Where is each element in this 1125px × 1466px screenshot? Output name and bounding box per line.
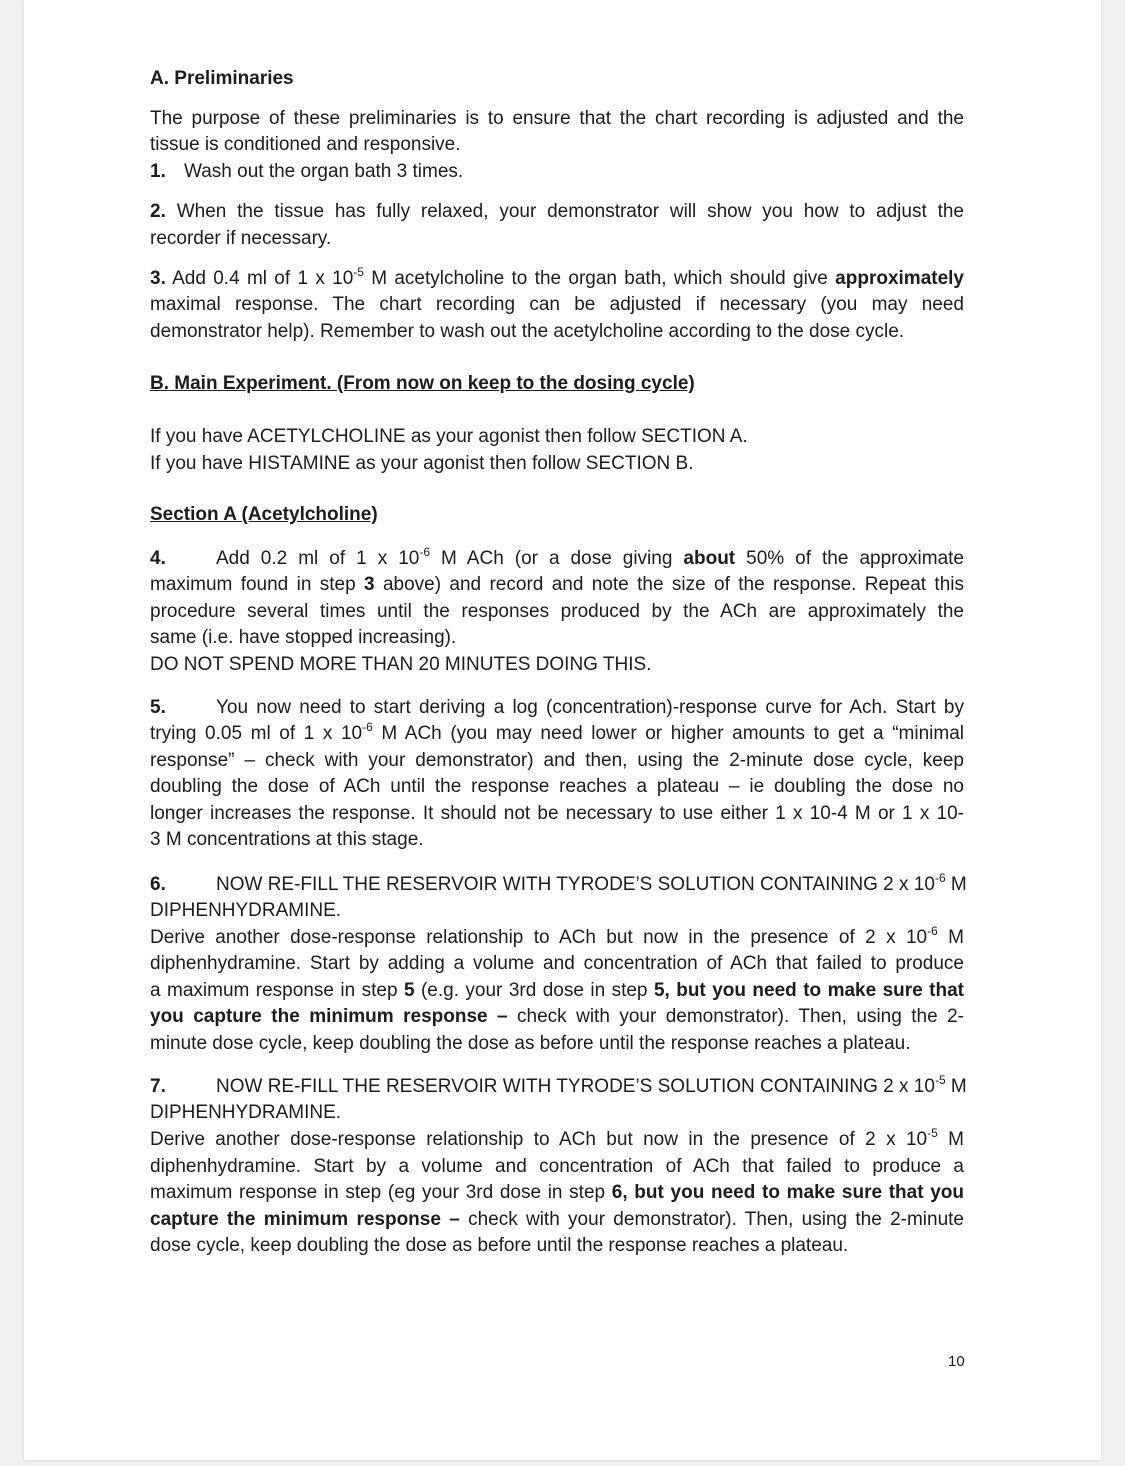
step-4-line-5: DO NOT SPEND MORE THAN 20 MINUTES DOING THIS. <box>150 654 652 675</box>
intro-line-2: tissue is conditioned and responsive. <box>150 134 461 155</box>
step-6-line-4: diphenhydramine. Start by adding a volume and concentration of ACh that failed to produce <box>150 953 964 974</box>
step-3-line-1: 3. Add 0.4 ml of 1 x $10^{-5}$ M acetylcholine to the organ bath, which should give approximately <box>150 265 964 289</box>
agonist-line-1: If you have ACETYLCHOLINE as your agonist then follow SECTION A. <box>150 426 748 447</box>
step-7-line-6: capture the minimum response – check with your demonstrator). Then, using the 2-minute <box>150 1209 964 1230</box>
step-5-line-1: 5. You now need to start deriving a log (concentration)-response curve for Ach. Start by <box>150 697 964 718</box>
step-4-line-4: same (i.e. have stopped increasing). <box>150 627 457 648</box>
step-6-line-2: DIPHENHYDRAMINE. <box>150 900 342 921</box>
page-number: 10 <box>948 1353 965 1370</box>
step-1: 1. Wash out the organ bath 3 times. <box>150 161 464 182</box>
step-5-line-3: response” – check with your demonstrator) and then, using the 2-minute dose cycle, keep <box>150 750 964 771</box>
step-4-line-2: maximum found in step 3 above) and record and note the size of the response. Repeat this <box>150 574 964 595</box>
step-6-line-3: Derive another dose-response relationship to ACh but now in the presence of 2 x $10^{-6}$ M <box>150 924 964 948</box>
step-6-line-7: minute dose cycle, keep doubling the dose as before until the response reaches a plateau. <box>150 1033 911 1054</box>
step-5-line-5: longer increases the response. It should not be necessary to use either 1 x 10-4 M or 1 x 10- <box>150 803 964 824</box>
step-4-line-1: 4. Add 0.2 ml of 1 x $10^{-6}$ M ACh (or a dose giving about 50% of the approximate <box>150 545 964 569</box>
step-7-line-1: 7. NOW RE-FILL THE RESERVOIR WITH TYRODE’S SOLUTION CONTAINING 2 x $10^{-5}$ M <box>150 1073 967 1097</box>
step-6-line-5: a maximum response in step 5 (e.g. your 3rd dose in step 5, but you need to make sure that <box>150 980 964 1001</box>
step-5-line-4: doubling the dose of ACh until the response reaches a plateau – ie doubling the dose no <box>150 776 964 797</box>
step-4-line-3: procedure several times until the responses produced by the ACh are approximately the <box>150 601 964 622</box>
section-ach-heading: Section A (Acetylcholine) <box>150 504 378 525</box>
section-a-heading: A. Preliminaries <box>150 68 294 89</box>
step-5-line-6: 3 M concentrations at this stage. <box>150 829 424 850</box>
section-b-heading: B. Main Experiment. (From now on keep to the dosing cycle) <box>150 373 695 394</box>
step-2-line-1: 2. When the tissue has fully relaxed, your demonstrator will show you how to adjust the <box>150 201 964 222</box>
document-page <box>24 0 1101 1460</box>
intro-line-1: The purpose of these preliminaries is to ensure that the chart recording is adjusted and the <box>150 108 964 129</box>
step-7-line-3: Derive another dose-response relationship to ACh but now in the presence of 2 x $10^{-5}$ M <box>150 1126 964 1150</box>
step-7-line-2: DIPHENHYDRAMINE. <box>150 1102 342 1123</box>
step-7-line-5: maximum response in step (eg your 3rd dose in step 6, but you need to make sure that you <box>150 1182 964 1203</box>
step-6-line-1: 6. NOW RE-FILL THE RESERVOIR WITH TYRODE’S SOLUTION CONTAINING 2 x $10^{-6}$ M <box>150 871 967 895</box>
step-2-line-2: recorder if necessary. <box>150 228 332 249</box>
step-7-line-4: diphenhydramine. Start by a volume and concentration of ACh that failed to produce a <box>150 1156 964 1177</box>
step-5-line-2: trying 0.05 ml of 1 x $10^{-6}$ M ACh (you may need lower or higher amounts to get a “minimal <box>150 720 965 744</box>
step-3-line-2: maximal response. The chart recording can be adjusted if necessary (you may need <box>150 294 964 315</box>
step-7-line-7: dose cycle, keep doubling the dose as before until the response reaches a plateau. <box>150 1235 849 1256</box>
agonist-line-2: If you have HISTAMINE as your agonist then follow SECTION B. <box>150 453 694 474</box>
step-3-line-3: demonstrator help). Remember to wash out the acetylcholine according to the dose cycle. <box>150 321 905 342</box>
step-6-line-6: you capture the minimum response – check with your demonstrator). Then, using the 2- <box>150 1006 964 1027</box>
